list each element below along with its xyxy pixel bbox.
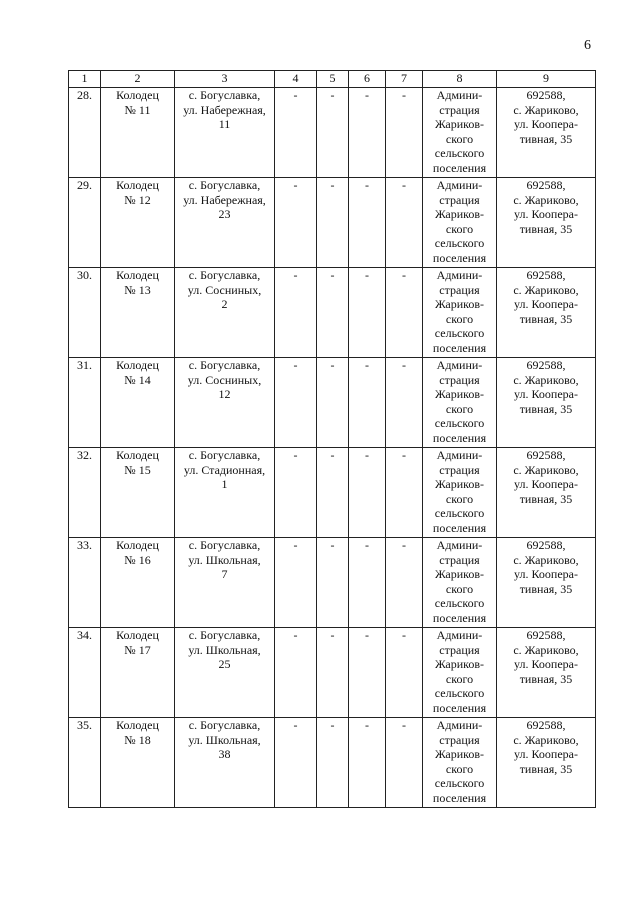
well-address xyxy=(175,268,275,358)
owner-name-line: поселения xyxy=(432,790,487,805)
well-name-line: Колодец xyxy=(116,268,159,282)
well-address-line: 38 xyxy=(218,747,231,762)
owner-name-line: Жариков- xyxy=(434,747,485,762)
owner-name-line: страция xyxy=(439,462,480,477)
owner-name-line: поселения xyxy=(432,520,487,535)
well-name-line: № 18 xyxy=(124,732,151,747)
owner-address-line: ул. Коопера- xyxy=(514,207,578,222)
table-row xyxy=(69,268,596,358)
owner-address-line: с. Жариково, xyxy=(513,462,579,477)
owner-address-line: 692588, xyxy=(526,448,566,462)
well-name-line: № 14 xyxy=(124,372,151,387)
cell-col7: - xyxy=(386,268,423,358)
owner-name-line: страция xyxy=(439,552,480,567)
owner-name-line: Жариков- xyxy=(434,117,485,132)
table-row xyxy=(69,448,596,538)
column-header: 6 xyxy=(349,71,386,88)
cell-col5: - xyxy=(317,628,349,718)
owner-name-line: сельского xyxy=(434,506,485,521)
well-address-line: 11 xyxy=(218,117,231,132)
well-name xyxy=(101,88,175,178)
owner-name-line: сельского xyxy=(434,596,485,611)
owner-address-line: 692588, xyxy=(526,718,566,732)
table-row xyxy=(69,88,596,178)
owner-name-line: страция xyxy=(439,282,480,297)
owner-name-line: страция xyxy=(439,642,480,657)
well-address-line: ул. Школьная, xyxy=(188,732,261,747)
well-address xyxy=(175,178,275,268)
well-name xyxy=(101,268,175,358)
well-address-line: ул. Набережная, xyxy=(183,102,266,117)
well-address xyxy=(175,628,275,718)
owner-name xyxy=(423,448,497,538)
well-name xyxy=(101,538,175,628)
owner-name-line: поселения xyxy=(432,340,487,355)
cell-col5: - xyxy=(317,358,349,448)
owner-name-line: Жариков- xyxy=(434,567,485,582)
owner-address xyxy=(497,448,596,538)
row-number: 29. xyxy=(69,178,101,268)
cell-col6: - xyxy=(349,88,386,178)
well-name-line: Колодец xyxy=(116,448,159,462)
well-address-line: ул. Школьная, xyxy=(188,642,261,657)
well-address-line: с. Богуславка, xyxy=(188,358,261,372)
owner-address-line: с. Жариково, xyxy=(513,642,579,657)
cell-col4: - xyxy=(275,178,317,268)
column-header: 4 xyxy=(275,71,317,88)
owner-address xyxy=(497,538,596,628)
owner-name xyxy=(423,538,497,628)
owner-name-line: ского xyxy=(445,761,474,776)
owner-name xyxy=(423,178,497,268)
owner-name-line: Жариков- xyxy=(434,297,485,312)
well-address-line: 2 xyxy=(221,297,228,312)
cell-col5: - xyxy=(317,448,349,538)
owner-address-line: тивная, 35 xyxy=(519,311,573,326)
table-row xyxy=(69,178,596,268)
owner-address-line: 692588, xyxy=(526,268,566,282)
owner-name-line: Админи- xyxy=(436,628,483,642)
owner-name-line: ского xyxy=(445,581,474,596)
cell-col5: - xyxy=(317,718,349,808)
well-address-line: с. Богуславка, xyxy=(188,178,261,192)
well-name-line: № 15 xyxy=(124,462,151,477)
column-header: 2 xyxy=(101,71,175,88)
well-name xyxy=(101,628,175,718)
owner-name-line: сельского xyxy=(434,326,485,341)
well-name xyxy=(101,448,175,538)
well-name-line: Колодец xyxy=(116,178,159,192)
owner-name-line: Админи- xyxy=(436,268,483,282)
row-number: 32. xyxy=(69,448,101,538)
owner-name-line: Админи- xyxy=(436,88,483,102)
owner-name-line: Админи- xyxy=(436,538,483,552)
owner-address-line: с. Жариково, xyxy=(513,372,579,387)
well-name-line: Колодец xyxy=(116,538,159,552)
row-number: 28. xyxy=(69,88,101,178)
owner-address-line: тивная, 35 xyxy=(519,221,573,236)
owner-name-line: Жариков- xyxy=(434,207,485,222)
owner-name-line: сельского xyxy=(434,146,485,161)
owner-address-line: тивная, 35 xyxy=(519,671,573,686)
well-address xyxy=(175,538,275,628)
owner-address-line: с. Жариково, xyxy=(513,192,579,207)
owner-name-line: Админи- xyxy=(436,718,483,732)
row-number: 33. xyxy=(69,538,101,628)
row-number: 30. xyxy=(69,268,101,358)
cell-col5: - xyxy=(317,178,349,268)
cell-col5: - xyxy=(317,538,349,628)
owner-name xyxy=(423,628,497,718)
column-header: 9 xyxy=(497,71,596,88)
cell-col7: - xyxy=(386,628,423,718)
well-name-line: № 12 xyxy=(124,192,151,207)
registry-table xyxy=(68,70,596,808)
cell-col7: - xyxy=(386,358,423,448)
owner-name-line: сельского xyxy=(434,776,485,791)
cell-col6: - xyxy=(349,178,386,268)
owner-address-line: тивная, 35 xyxy=(519,581,573,596)
well-address-line: с. Богуславка, xyxy=(188,628,261,642)
owner-address-line: 692588, xyxy=(526,538,566,552)
column-header: 5 xyxy=(317,71,349,88)
well-address-line: с. Богуславка, xyxy=(188,448,261,462)
well-name-line: № 13 xyxy=(124,282,151,297)
owner-address-line: с. Жариково, xyxy=(513,732,579,747)
well-name-line: Колодец xyxy=(116,718,159,732)
owner-name-line: сельского xyxy=(434,416,485,431)
cell-col7: - xyxy=(386,448,423,538)
well-name-line: Колодец xyxy=(116,358,159,372)
cell-col4: - xyxy=(275,538,317,628)
well-address xyxy=(175,448,275,538)
owner-name-line: Жариков- xyxy=(434,477,485,492)
owner-address-line: ул. Коопера- xyxy=(514,297,578,312)
owner-name-line: поселения xyxy=(432,700,487,715)
owner-address-line: с. Жариково, xyxy=(513,102,579,117)
well-name xyxy=(101,718,175,808)
column-header: 7 xyxy=(386,71,423,88)
well-address xyxy=(175,718,275,808)
row-number: 35. xyxy=(69,718,101,808)
owner-name-line: Админи- xyxy=(436,358,483,372)
owner-name-line: сельского xyxy=(434,236,485,251)
owner-name xyxy=(423,718,497,808)
cell-col6: - xyxy=(349,358,386,448)
owner-address-line: ул. Коопера- xyxy=(514,747,578,762)
owner-name xyxy=(423,268,497,358)
owner-name-line: ского xyxy=(445,221,474,236)
well-name xyxy=(101,178,175,268)
owner-address xyxy=(497,178,596,268)
well-address-line: 12 xyxy=(218,387,231,402)
owner-address-line: с. Жариково, xyxy=(513,552,579,567)
well-name-line: № 17 xyxy=(124,642,151,657)
well-address xyxy=(175,358,275,448)
owner-name-line: страция xyxy=(439,372,480,387)
well-address-line: с. Богуславка, xyxy=(188,88,261,102)
cell-col7: - xyxy=(386,88,423,178)
cell-col5: - xyxy=(317,268,349,358)
table-header xyxy=(69,71,596,88)
owner-name-line: ского xyxy=(445,671,474,686)
well-address-line: 23 xyxy=(218,207,231,222)
well-address-line: ул. Стадионная, xyxy=(183,462,266,477)
cell-col5: - xyxy=(317,88,349,178)
owner-name-line: поселения xyxy=(432,610,487,625)
cell-col6: - xyxy=(349,628,386,718)
owner-address-line: ул. Коопера- xyxy=(514,117,578,132)
owner-name-line: Админи- xyxy=(436,448,483,462)
owner-name-line: Админи- xyxy=(436,178,483,192)
owner-address-line: тивная, 35 xyxy=(519,491,573,506)
well-address-line: ул. Школьная, xyxy=(188,552,261,567)
owner-name-line: поселения xyxy=(432,160,487,175)
column-header: 8 xyxy=(423,71,497,88)
table-row xyxy=(69,538,596,628)
well-address-line: 7 xyxy=(221,567,228,582)
owner-name-line: Жариков- xyxy=(434,657,485,672)
owner-address-line: ул. Коопера- xyxy=(514,477,578,492)
owner-name-line: страция xyxy=(439,102,480,117)
owner-address-line: 692588, xyxy=(526,628,566,642)
well-name-line: Колодец xyxy=(116,628,159,642)
cell-col4: - xyxy=(275,628,317,718)
well-address-line: ул. Сосниных, xyxy=(187,372,262,387)
well-name xyxy=(101,358,175,448)
cell-col6: - xyxy=(349,268,386,358)
table-body xyxy=(69,88,596,808)
owner-name-line: ского xyxy=(445,491,474,506)
owner-address-line: 692588, xyxy=(526,88,566,102)
owner-name-line: ского xyxy=(445,131,474,146)
owner-name-line: Жариков- xyxy=(434,387,485,402)
owner-name-line: ского xyxy=(445,401,474,416)
well-address-line: 1 xyxy=(221,477,228,492)
owner-name xyxy=(423,88,497,178)
owner-address-line: с. Жариково, xyxy=(513,282,579,297)
column-header: 3 xyxy=(175,71,275,88)
owner-address-line: ул. Коопера- xyxy=(514,567,578,582)
cell-col7: - xyxy=(386,718,423,808)
owner-address xyxy=(497,718,596,808)
cell-col6: - xyxy=(349,718,386,808)
owner-address-line: тивная, 35 xyxy=(519,401,573,416)
well-address xyxy=(175,88,275,178)
cell-col4: - xyxy=(275,268,317,358)
owner-name-line: страция xyxy=(439,732,480,747)
owner-name xyxy=(423,358,497,448)
cell-col6: - xyxy=(349,538,386,628)
owner-address xyxy=(497,268,596,358)
well-address-line: ул. Сосниных, xyxy=(187,282,262,297)
cell-col4: - xyxy=(275,358,317,448)
cell-col4: - xyxy=(275,88,317,178)
cell-col4: - xyxy=(275,448,317,538)
well-name-line: № 16 xyxy=(124,552,151,567)
owner-address-line: 692588, xyxy=(526,358,566,372)
header-row xyxy=(69,71,596,88)
owner-address-line: тивная, 35 xyxy=(519,761,573,776)
owner-address xyxy=(497,88,596,178)
well-name-line: Колодец xyxy=(116,88,159,102)
well-address-line: 25 xyxy=(218,657,231,672)
table-row xyxy=(69,628,596,718)
row-number: 31. xyxy=(69,358,101,448)
page-number: 6 xyxy=(584,38,591,53)
column-header: 1 xyxy=(69,71,101,88)
cell-col7: - xyxy=(386,538,423,628)
cell-col6: - xyxy=(349,448,386,538)
owner-address xyxy=(497,358,596,448)
owner-address-line: ул. Коопера- xyxy=(514,387,578,402)
cell-col7: - xyxy=(386,178,423,268)
table-row xyxy=(69,358,596,448)
owner-name-line: поселения xyxy=(432,430,487,445)
well-address-line: с. Богуславка, xyxy=(188,538,261,552)
owner-address-line: ул. Коопера- xyxy=(514,657,578,672)
cell-col4: - xyxy=(275,718,317,808)
well-address-line: ул. Набережная, xyxy=(183,192,266,207)
well-name-line: № 11 xyxy=(124,102,151,117)
row-number: 34. xyxy=(69,628,101,718)
owner-name-line: ского xyxy=(445,311,474,326)
owner-name-line: страция xyxy=(439,192,480,207)
owner-name-line: поселения xyxy=(432,250,487,265)
owner-address-line: 692588, xyxy=(526,178,566,192)
owner-name-line: сельского xyxy=(434,686,485,701)
table-row xyxy=(69,718,596,808)
owner-address xyxy=(497,628,596,718)
owner-address-line: тивная, 35 xyxy=(519,131,573,146)
well-address-line: с. Богуславка, xyxy=(188,718,261,732)
well-address-line: с. Богуславка, xyxy=(188,268,261,282)
